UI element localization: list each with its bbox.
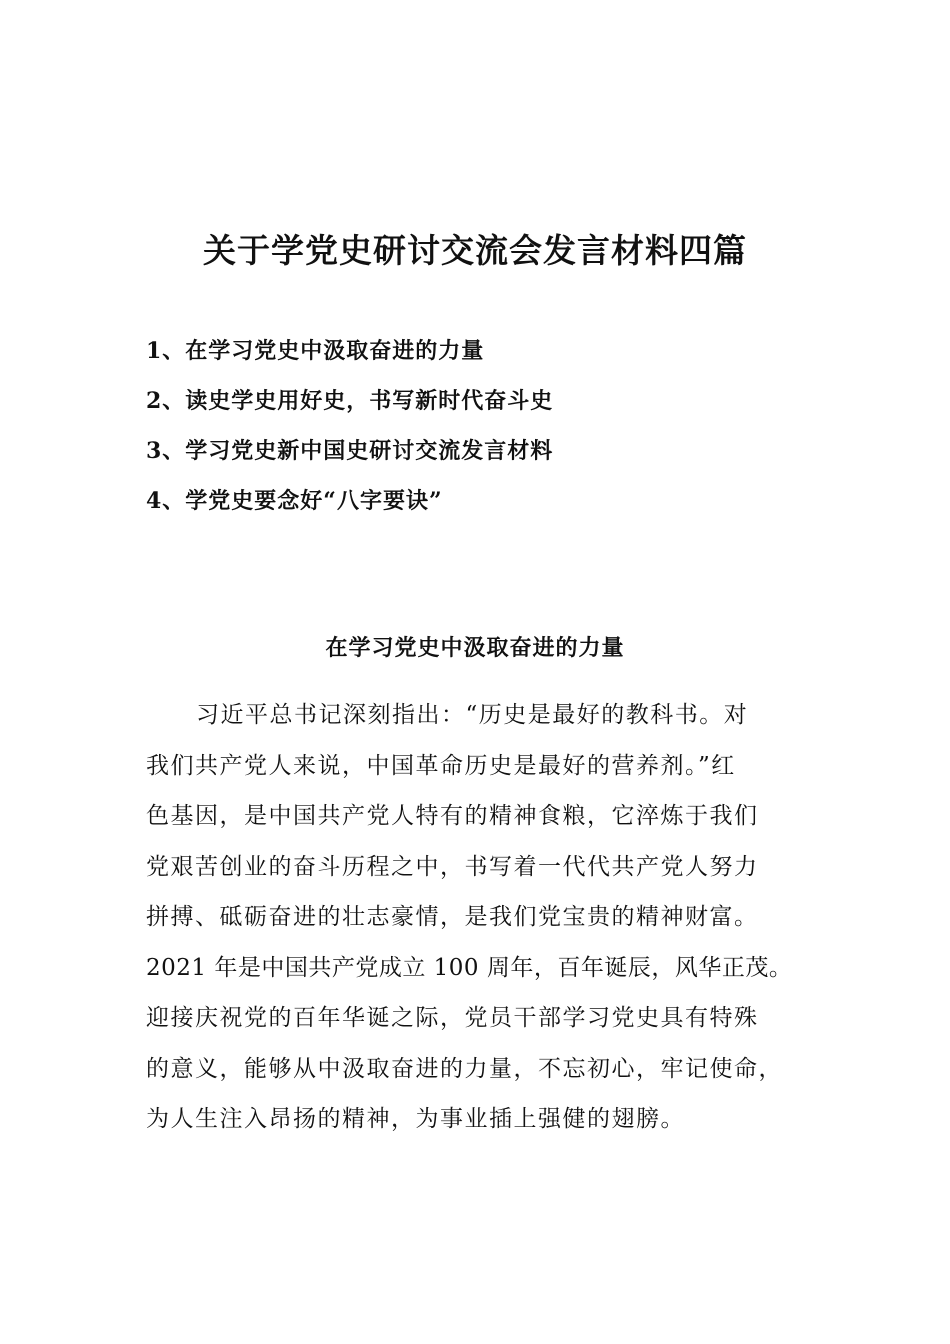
paragraph-line: 迎接庆祝党的百年华诞之际，党员干部学习党史具有特殊 [146,1005,759,1031]
toc-item: 3、学习党史新中国史研讨交流发言材料 [146,438,554,464]
paragraph-line: 2021 年是中国共产党成立 100 周年，百年诞辰，风华正茂。 [146,954,793,981]
document-title: 关于学党史研讨交流会发言材料四篇 [203,231,747,270]
paragraph-line: 习近平总书记深刻指出：“历史是最好的教科书。对 [196,702,749,728]
toc-item: 4、学党史要念好“八字要诀” [146,488,443,514]
paragraph-line: 为人生注入昂扬的精神，为事业插上强健的翅膀。 [146,1106,685,1132]
toc-item: 2、读史学史用好史，书写新时代奋斗史 [146,388,554,414]
paragraph-line: 色基因，是中国共产党人特有的精神食粮，它淬炼于我们 [146,803,759,829]
table-of-contents [146,326,846,526]
paragraph-line: 党艰苦创业的奋斗历程之中，书写着一代代共产党人努力 [146,853,759,880]
section-title: 在学习党史中汲取奋进的力量 [325,635,625,661]
paragraph-line: 我们共产党人来说，中国革命历史是最好的营养剂。”红 [146,752,736,779]
body-paragraph [146,690,806,1145]
toc-item: 1、在学习党史中汲取奋进的力量 [146,338,485,364]
paragraph-line: 的意义，能够从中汲取奋进的力量，不忘初心，牢记使命， [146,1055,783,1082]
paragraph-line: 拼搏、砥砺奋进的壮志豪情，是我们党宝贵的精神财富。 [146,904,759,930]
